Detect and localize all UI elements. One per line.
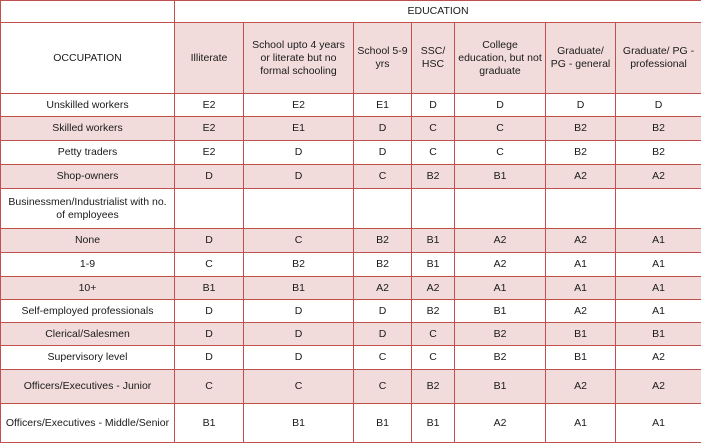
row-label: Shop-owners	[1, 165, 175, 189]
grade-cell: C	[175, 253, 244, 277]
column-header: School upto 4 years or literate but no formal schooling	[244, 23, 354, 94]
row-label: Self-employed professionals	[1, 300, 175, 323]
row-label: Supervisory level	[1, 346, 175, 370]
grade-cell: A2	[616, 346, 701, 370]
grade-cell: D	[244, 165, 354, 189]
grade-cell: B1	[175, 277, 244, 300]
grade-cell: E1	[244, 117, 354, 141]
occupation-header: OCCUPATION	[1, 23, 175, 94]
grade-cell: A1	[546, 253, 616, 277]
grade-cell: B1	[354, 404, 412, 443]
table-row	[1, 404, 701, 443]
grade-cell: B1	[455, 370, 546, 404]
grade-cell: D	[175, 165, 244, 189]
grade-cell: D	[244, 300, 354, 323]
grade-cell: A2	[546, 165, 616, 189]
grade-cell: B1	[546, 323, 616, 346]
grade-cell: C	[412, 141, 455, 165]
row-label: 10+	[1, 277, 175, 300]
grade-cell: B1	[244, 277, 354, 300]
grade-cell: D	[616, 94, 701, 117]
grade-cell: B1	[455, 300, 546, 323]
row-label: Officers/Executives - Middle/Senior	[1, 404, 175, 443]
grade-cell: B2	[354, 229, 412, 253]
row-label: Clerical/Salesmen	[1, 323, 175, 346]
grade-cell: B1	[546, 346, 616, 370]
table-row	[1, 229, 701, 253]
grade-cell: C	[244, 229, 354, 253]
table-row	[1, 117, 701, 141]
grade-cell: D	[175, 346, 244, 370]
grade-cell: C	[412, 323, 455, 346]
grade-cell: A1	[616, 229, 701, 253]
header-row-top	[1, 1, 701, 23]
table-row	[1, 94, 701, 117]
grade-cell: B2	[546, 117, 616, 141]
grade-cell: C	[354, 370, 412, 404]
table-row	[1, 323, 701, 346]
grade-cell: E2	[175, 141, 244, 165]
grade-cell: A1	[616, 300, 701, 323]
column-header: SSC/ HSC	[412, 23, 455, 94]
grade-cell	[616, 189, 701, 229]
row-label: Unskilled workers	[1, 94, 175, 117]
grade-cell: A1	[455, 277, 546, 300]
grade-cell: A2	[455, 404, 546, 443]
grade-cell: D	[244, 323, 354, 346]
grade-cell: A2	[455, 253, 546, 277]
grade-cell: D	[455, 94, 546, 117]
grade-cell: D	[354, 323, 412, 346]
grade-cell: E2	[175, 117, 244, 141]
grade-cell: B2	[412, 370, 455, 404]
row-label: Businessmen/Industrialist with no. of employees	[1, 189, 175, 229]
grade-cell: C	[354, 165, 412, 189]
grade-cell: B1	[455, 165, 546, 189]
grade-cell: B1	[175, 404, 244, 443]
grade-cell	[244, 189, 354, 229]
grade-cell: C	[455, 141, 546, 165]
grade-cell: B1	[412, 229, 455, 253]
grade-cell: B2	[455, 346, 546, 370]
row-label: None	[1, 229, 175, 253]
grade-cell: C	[412, 117, 455, 141]
grade-cell: B1	[616, 323, 701, 346]
grade-cell: D	[244, 141, 354, 165]
grade-cell: A2	[616, 165, 701, 189]
table-row	[1, 189, 701, 229]
grade-cell: C	[455, 117, 546, 141]
grade-cell: D	[244, 346, 354, 370]
column-header: Graduate/ PG - professional	[616, 23, 701, 94]
column-header: Graduate/ PG - general	[546, 23, 616, 94]
grade-cell: C	[354, 346, 412, 370]
grade-cell	[546, 189, 616, 229]
grade-cell: D	[175, 323, 244, 346]
grade-cell: A2	[546, 229, 616, 253]
grade-cell: E2	[175, 94, 244, 117]
grade-cell: B2	[412, 165, 455, 189]
grade-cell: A2	[616, 370, 701, 404]
grade-cell: A1	[546, 277, 616, 300]
table-row	[1, 165, 701, 189]
column-header: Illiterate	[175, 23, 244, 94]
grade-cell: B2	[412, 300, 455, 323]
table-row	[1, 277, 701, 300]
grade-cell: B1	[412, 253, 455, 277]
table-row	[1, 253, 701, 277]
grade-cell	[412, 189, 455, 229]
education-header: EDUCATION	[175, 1, 701, 23]
grade-cell: D	[354, 141, 412, 165]
grade-cell: B2	[455, 323, 546, 346]
grade-cell: B2	[244, 253, 354, 277]
column-header: College education, but not graduate	[455, 23, 546, 94]
table-row	[1, 370, 701, 404]
grade-cell: A1	[546, 404, 616, 443]
grade-cell: D	[175, 229, 244, 253]
grade-cell: B2	[546, 141, 616, 165]
grade-cell: A2	[412, 277, 455, 300]
grade-cell: C	[175, 370, 244, 404]
grade-cell: B2	[616, 141, 701, 165]
grade-cell: A1	[616, 253, 701, 277]
grade-cell: D	[354, 117, 412, 141]
grade-cell: A2	[455, 229, 546, 253]
grade-cell: C	[244, 370, 354, 404]
column-header: School 5-9 yrs	[354, 23, 412, 94]
grade-cell	[354, 189, 412, 229]
grade-cell: B2	[616, 117, 701, 141]
grade-cell: C	[412, 346, 455, 370]
grade-cell: A2	[546, 370, 616, 404]
grade-cell: A1	[616, 277, 701, 300]
grade-cell: D	[546, 94, 616, 117]
table-row	[1, 300, 701, 323]
grade-cell	[455, 189, 546, 229]
corner-cell	[1, 1, 175, 23]
header-row-columns	[1, 23, 701, 94]
grade-cell: B1	[244, 404, 354, 443]
grade-cell: D	[354, 300, 412, 323]
grade-cell: D	[412, 94, 455, 117]
grade-cell: A2	[546, 300, 616, 323]
grade-cell: B1	[412, 404, 455, 443]
row-label: 1-9	[1, 253, 175, 277]
grade-cell: E1	[354, 94, 412, 117]
grade-cell: A1	[616, 404, 701, 443]
row-label: Skilled workers	[1, 117, 175, 141]
table-row	[1, 346, 701, 370]
grade-cell: E2	[244, 94, 354, 117]
grade-cell: B2	[354, 253, 412, 277]
table-row	[1, 141, 701, 165]
grade-cell	[175, 189, 244, 229]
grade-cell: A2	[354, 277, 412, 300]
grade-cell: D	[175, 300, 244, 323]
row-label: Petty traders	[1, 141, 175, 165]
row-label: Officers/Executives - Junior	[1, 370, 175, 404]
